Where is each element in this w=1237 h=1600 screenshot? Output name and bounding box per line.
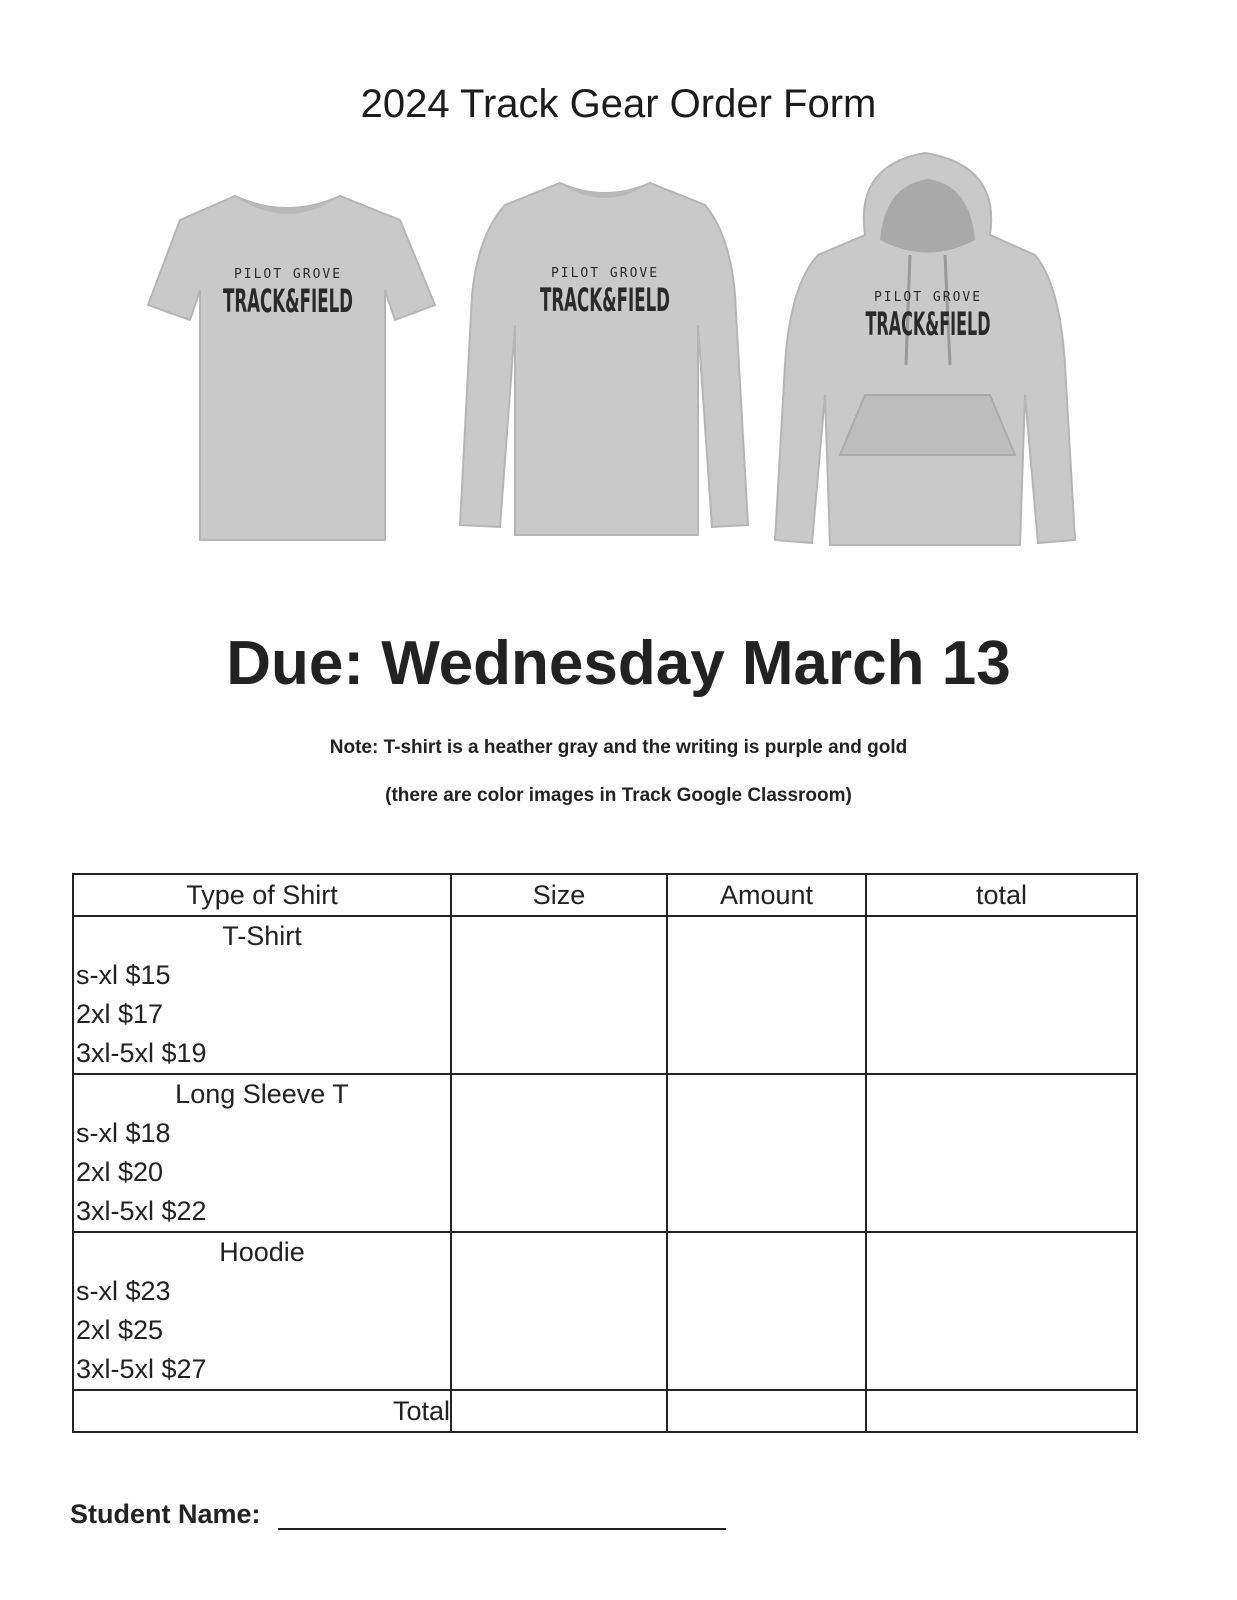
header-amount: Amount [667,874,866,916]
order-table [72,873,1138,1433]
long-sleeve-brand-small: PILOT GROVE [550,266,660,281]
long-sleeve-image [450,175,750,545]
table-row-long-sleeve [73,1074,1137,1232]
header-total: total [866,874,1137,916]
long-sleeve-type-cell [73,1074,451,1232]
hoodie-image [770,145,1080,550]
long-sleeve-total-cell[interactable] [866,1074,1137,1232]
price-line: 2xl $20 [76,1157,164,1187]
tshirt-type-cell [73,916,451,1074]
product-name: T-Shirt [222,921,302,951]
total-label: Total [73,1390,451,1432]
product-name: Hoodie [219,1237,305,1267]
garment-images [130,140,1090,560]
price-line: 3xl-5xl $22 [76,1196,207,1226]
header-size: Size [451,874,667,916]
price-line: 3xl-5xl $27 [76,1354,207,1384]
hoodie-type-cell [73,1232,451,1390]
hoodie-size-cell[interactable] [451,1232,667,1390]
tshirt-brand-small: PILOT GROVE [233,267,343,282]
student-name-field[interactable] [278,1528,726,1530]
note-line-2: (there are color images in Track Google Classroom) [385,785,852,806]
price-line: 2xl $17 [76,999,164,1029]
hoodie-brand-small: PILOT GROVE [873,290,983,305]
hoodie-total-cell[interactable] [866,1232,1137,1390]
table-row-tshirt [73,916,1137,1074]
tshirt-image [140,190,435,550]
grand-total-cell[interactable] [866,1390,1137,1432]
hoodie-amount-cell[interactable] [667,1232,866,1390]
tshirt-amount-cell[interactable] [667,916,866,1074]
tshirt-size-cell[interactable] [451,916,667,1074]
student-name-label: Student Name: [70,1499,261,1529]
table-header-row [73,874,1137,916]
price-line: s-xl $18 [76,1118,171,1148]
note-line-1: Note: T-shirt is a heather gray and the writing is purple and gold [329,737,908,758]
hoodie-brand-large: TRACK&FIELD [865,305,991,343]
page-title: 2024 Track Gear Order Form [360,82,877,126]
header-type: Type of Shirt [73,874,451,916]
total-size-cell[interactable] [451,1390,667,1432]
long-sleeve-amount-cell[interactable] [667,1074,866,1232]
product-name: Long Sleeve T [175,1079,349,1109]
long-sleeve-size-cell[interactable] [451,1074,667,1232]
price-line: 2xl $25 [76,1315,164,1345]
long-sleeve-brand-large: TRACK&FIELD [540,281,670,319]
price-line: s-xl $23 [76,1276,171,1306]
tshirt-brand-large: TRACK&FIELD [223,282,353,320]
price-line: s-xl $15 [76,960,171,990]
tshirt-total-cell[interactable] [866,916,1137,1074]
table-row-total [73,1390,1137,1432]
total-amount-cell[interactable] [667,1390,866,1432]
price-line: 3xl-5xl $19 [76,1038,207,1068]
table-row-hoodie [73,1232,1137,1390]
due-date: Due: Wednesday March 13 [226,629,1011,698]
